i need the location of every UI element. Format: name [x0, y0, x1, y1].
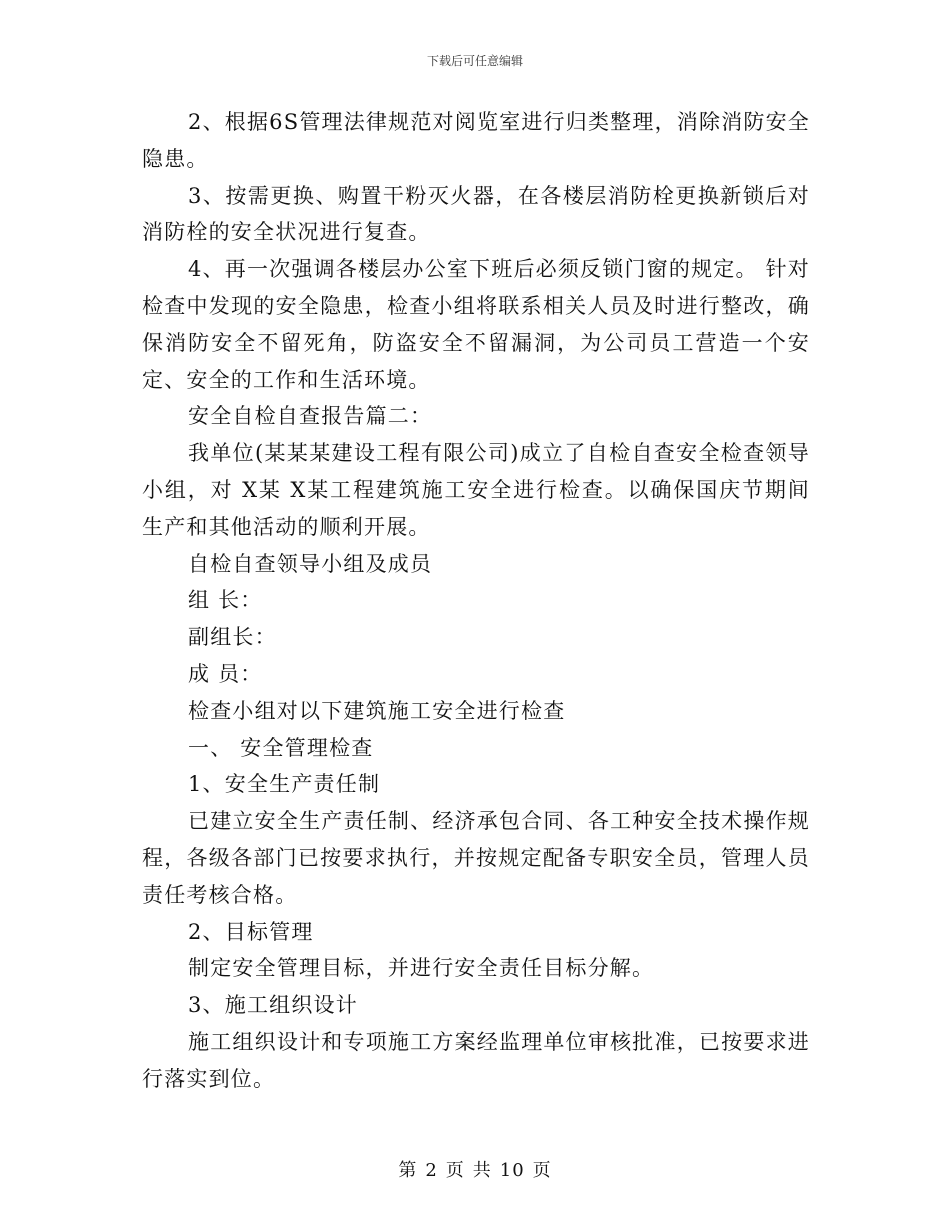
- footer-total-word: 共: [472, 1160, 492, 1181]
- page-header-note: 下载后可任意编辑: [426, 54, 523, 68]
- footer-page-word: 页: [445, 1160, 465, 1181]
- footer-current-page: 2: [425, 1160, 438, 1181]
- paragraph: 施工组织设计和专项施工方案经监理单位审核批准，已按要求进行落实到位。: [142, 1029, 810, 1091]
- footer-total-pages: 10: [499, 1160, 525, 1181]
- subheading: 1、安全生产责任制: [188, 772, 381, 797]
- subheading: 3、施工组织设计: [188, 993, 358, 1018]
- subheading: 2、目标管理: [188, 919, 314, 944]
- subheading: 自检自查领导小组及成员: [188, 551, 433, 576]
- paragraph: 2、根据6S管理法律规范对阅览室进行归类整理，消除消防安全隐患。: [142, 110, 810, 171]
- document-body: [142, 104, 810, 1098]
- paragraph: 制定安全管理目标，并进行安全责任目标分解。: [188, 956, 655, 981]
- paragraph: 已建立安全生产责任制、经济承包合同、各工种安全技术操作规程，各级各部门已按要求执行，并按规定配备专职安全员，管理人员责任考核合格。: [142, 809, 810, 907]
- member-line: 组 长：: [188, 588, 263, 613]
- paragraph: 4、再一次强调各楼层办公室下班后必须反锁门窗的规定。 针对检查中发现的安全隐患，检查小组将联系相关人员及时进行整改，确保消防安全不留死角，防盗安全不留漏洞，为公司员工营造一个安定、安全的工作和生活环境。: [142, 257, 810, 392]
- member-line: 成 员：: [188, 661, 263, 686]
- paragraph: 我单位(某某某建设工程有限公司)成立了自检自查安全检查领导小组，对 X某 X某工程建筑施工安全进行检查。以确保国庆节期间生产和其他活动的顺利开展。: [142, 441, 810, 539]
- member-line: 副组长：: [188, 625, 277, 650]
- paragraph: 检查小组对以下建筑施工安全进行检查: [188, 698, 566, 723]
- page-footer: [0, 1156, 950, 1182]
- footer-prefix: 第: [398, 1160, 418, 1181]
- paragraph: 3、按需更换、购置干粉灭火器，在各楼层消防栓更换新锁后对消防栓的安全状况进行复查。: [142, 183, 810, 245]
- footer-suffix: 页: [532, 1160, 552, 1181]
- section-heading: 安全自检自查报告篇二：: [188, 404, 433, 429]
- section-heading: 一、 安全管理检查: [188, 735, 374, 760]
